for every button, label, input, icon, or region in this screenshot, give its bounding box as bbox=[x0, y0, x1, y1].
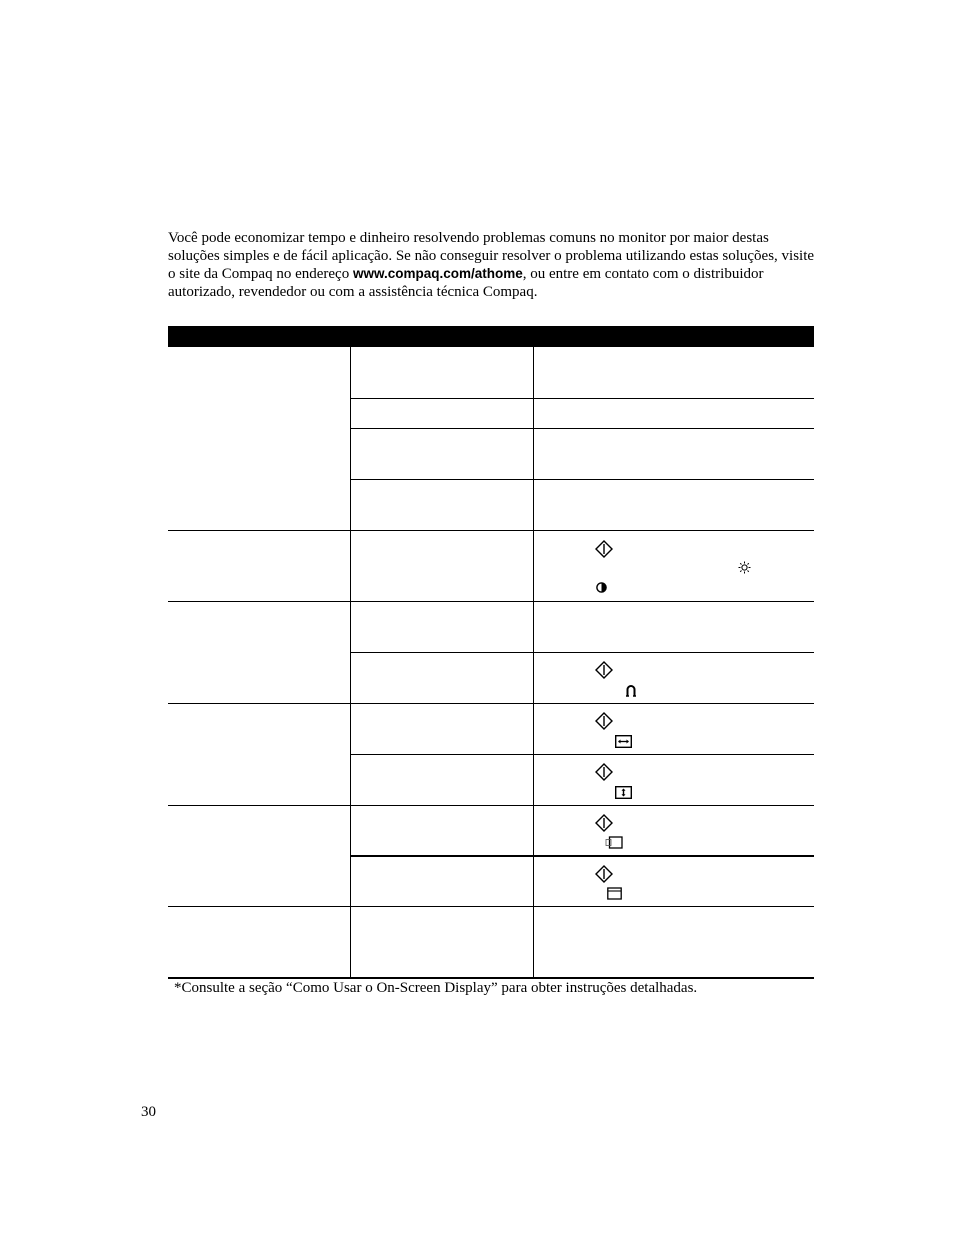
osd-menu-icon bbox=[595, 661, 613, 679]
page-number: 30 bbox=[141, 1104, 156, 1120]
footnote: *Consulte a seção “Como Usar o On-Screen Display” para obter instruções detalhadas. bbox=[174, 980, 698, 996]
row-divider bbox=[350, 652, 814, 653]
row-divider bbox=[168, 601, 814, 602]
column-divider-2 bbox=[533, 347, 534, 979]
row-divider bbox=[168, 805, 814, 806]
row-divider bbox=[168, 530, 814, 531]
vertical-size-icon bbox=[615, 786, 632, 799]
contrast-icon bbox=[596, 582, 607, 593]
brightness-icon bbox=[738, 561, 751, 574]
table-header-bar bbox=[168, 326, 814, 347]
troubleshooting-table bbox=[168, 326, 814, 979]
compaq-url-link[interactable]: www.compaq.com/athome bbox=[352, 266, 523, 281]
row-divider bbox=[350, 855, 814, 857]
horizontal-size-icon bbox=[615, 735, 632, 748]
intro-text-2: , ou entre em contato com o distribuidor autorizado, revendedor ou com a assistência técnica Compaq. bbox=[168, 266, 764, 300]
row-divider bbox=[350, 398, 814, 399]
column-divider-1 bbox=[350, 347, 351, 979]
row-divider bbox=[350, 479, 814, 480]
intro-paragraph bbox=[168, 230, 818, 301]
degauss-icon bbox=[625, 684, 637, 697]
row-divider bbox=[168, 703, 814, 704]
osd-menu-icon bbox=[595, 814, 613, 832]
osd-menu-icon bbox=[595, 540, 613, 558]
osd-menu-icon bbox=[595, 865, 613, 883]
row-divider bbox=[168, 906, 814, 907]
row-divider bbox=[350, 428, 814, 429]
vertical-position-icon bbox=[607, 887, 622, 900]
intro-text-1: Você pode economizar tempo e dinheiro resolvendo problemas comuns no monitor por maior destas soluções simples e de fácil aplicação. Se não conseguir resolver o problema utilizando estas soluções, visite o site da Compaq no endereço bbox=[168, 230, 815, 282]
osd-menu-icon bbox=[595, 763, 613, 781]
horizontal-position-icon bbox=[605, 836, 623, 849]
osd-menu-icon bbox=[595, 712, 613, 730]
row-divider bbox=[350, 754, 814, 755]
